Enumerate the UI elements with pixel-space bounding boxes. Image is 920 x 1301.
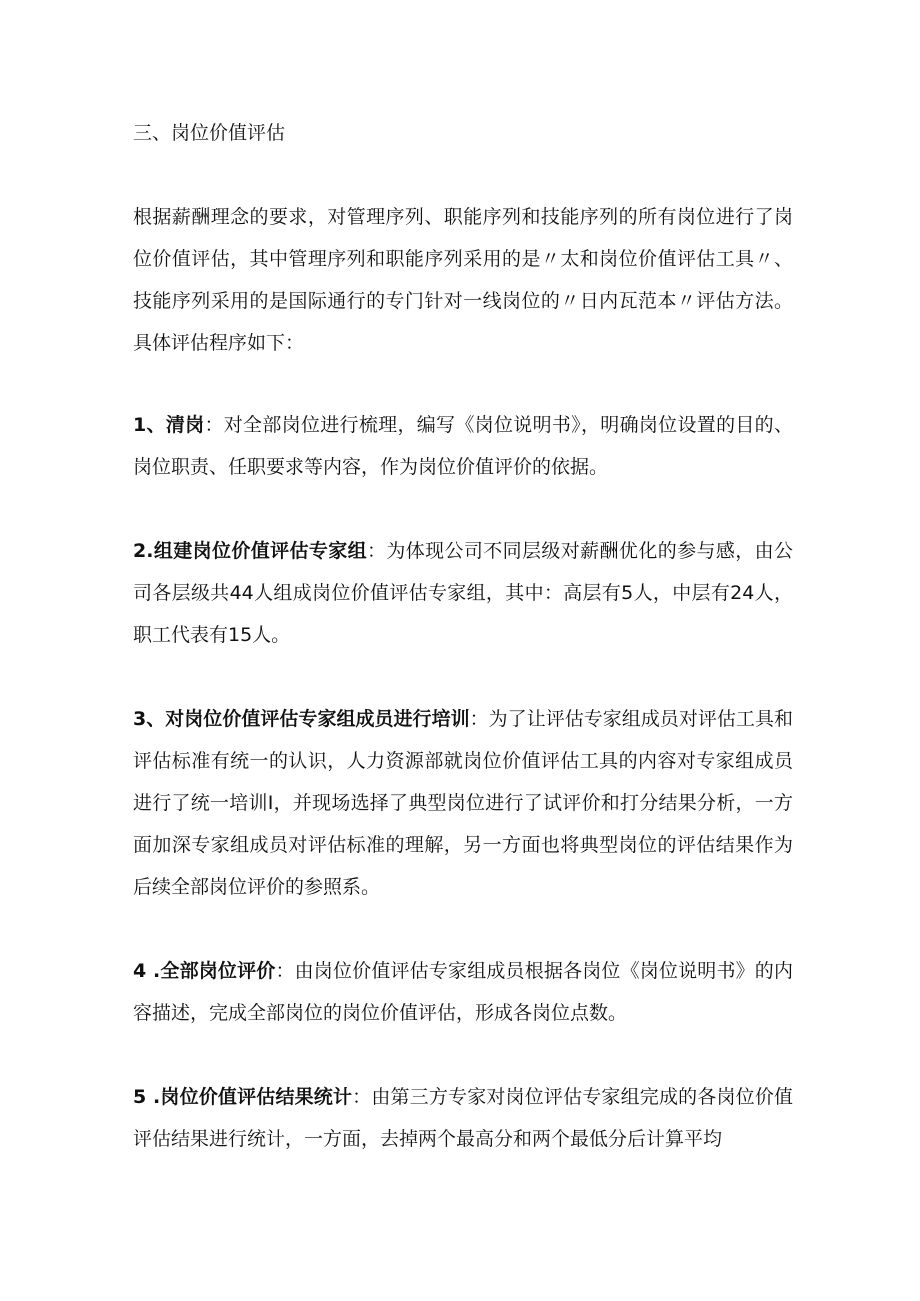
step-paragraph-1 <box>133 404 793 488</box>
step-text-4: ：由岗位价值评估专家组成员根据各岗位《岗位说明书》的内容描述，完成全部岗位的岗位价值评估，形成各岗位点数。 <box>133 960 793 1024</box>
step-text-2: ：为体现公司不同层级对薪酬优化的参与感，由公司各层级共44人组成岗位价值评估专家组，其中：高层有5人，中层有24人，职工代表有15人。 <box>133 540 793 646</box>
step-text-5: ：由第三方专家对岗位评估专家组完成的各岗位价值评估结果进行统计，一方面，去掉两个最高分和两个最低分后计算平均 <box>133 1086 793 1150</box>
step-paragraph-5 <box>133 1076 793 1160</box>
step-title-4: 4 .全部岗位评价 <box>133 960 276 982</box>
step-text-3: ：为了让评估专家组成员对评估工具和评估标准有统一的认识，人力资源部就岗位价值评估工具的内容对专家组成员进行了统一培训I，并现场选择了典型岗位进行了试评价和打分结果分析，一方面加深专家组成员对评估标准的理解，另一方面也将典型岗位的评估结果作为后续全部岗位评价的参照系。 <box>133 708 793 898</box>
step-paragraph-4 <box>133 950 793 1034</box>
step-title-1: 1、清岗 <box>133 414 205 436</box>
step-title-2: 2.组建岗位价值评估专家组 <box>133 540 367 562</box>
document-body <box>133 112 793 1202</box>
section-heading: 三、岗位价值评估 <box>133 122 286 144</box>
step-paragraph-2 <box>133 530 793 656</box>
step-text-1: ：对全部岗位进行梳理，编写《岗位说明书》，明确岗位设置的目的、岗位职责、任职要求等内容，作为岗位价值评价的依据。 <box>133 414 793 478</box>
step-paragraph-3 <box>133 698 793 908</box>
intro-paragraph: 根据薪酬理念的要求，对管理序列、职能序列和技能序列的所有岗位进行了岗位价值评估，其中管理序列和职能序列采用的是〃太和岗位价值评估工具〃、技能序列采用的是国际通行的专门针对一线岗位的〃日内瓦范本〃评估方法。具体评估程序如下： <box>133 206 793 354</box>
step-title-5: 5 .岗位价值评估结果统计 <box>133 1086 353 1108</box>
step-title-3: 3、对岗位价值评估专家组成员进行培训 <box>133 708 470 730</box>
